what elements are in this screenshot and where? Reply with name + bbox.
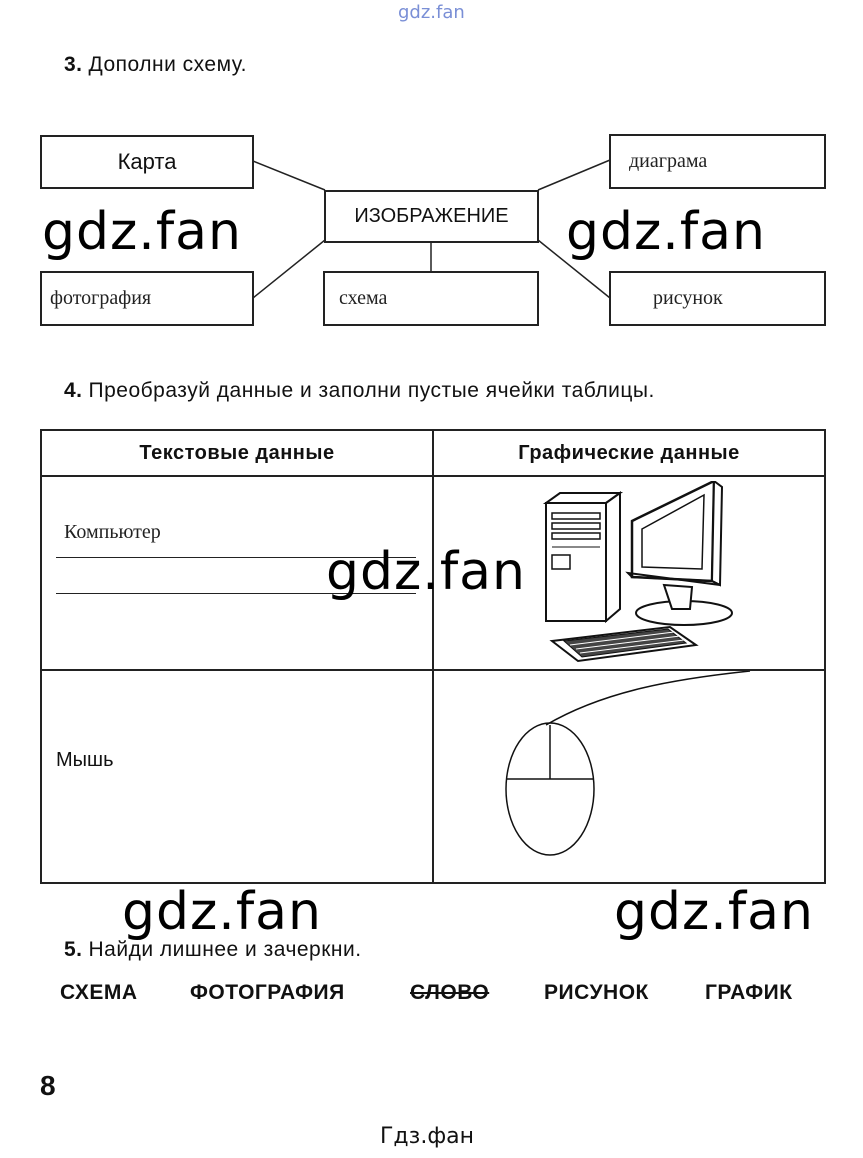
scheme-box-top-left [40,135,254,189]
scheme-box-top-right-label: диаграма [629,150,708,172]
watermark-left-1: gdz.fan [42,202,242,262]
mouse-word: Мышь [56,749,114,771]
word-graph: ГРАФИК [705,981,793,1004]
scheme-box-bottom-middle [323,271,539,326]
task5-title [64,938,362,962]
mouse-icon [434,671,826,883]
word-drawing: РИСУНОК [544,981,649,1004]
task4-number: 4. [64,379,83,402]
word-word-crossed: СЛОВО [410,981,490,1004]
watermark-left-2: gdz.fan [122,882,322,942]
task4-title-text: Преобразуй данные и заполни пустые ячейки таблицы. [88,379,655,402]
word-scheme: СХЕМА [60,981,138,1004]
header-text-data: Текстовые данные [41,430,433,476]
scheme-box-bottom-left-label: фотография [50,287,152,309]
footer-text: Гдз.фан [380,1124,474,1149]
word-photo: ФОТОГРАФИЯ [190,981,345,1004]
page-number: 8 [40,1070,56,1101]
watermark-right-2: gdz.fan [614,882,814,942]
cell-mouse-text [41,670,433,883]
scheme-box-bottom-right-label: рисунок [653,287,723,309]
scheme-box-top-right [609,134,826,189]
watermark-center: gdz.fan [326,542,526,602]
watermark-top: gdz.fan [398,2,465,23]
task4-title [64,379,655,403]
table-row [41,670,825,883]
task3-title-text: Дополни схему. [88,53,248,76]
computer-icon [524,481,824,665]
task5-number: 5. [64,938,83,961]
data-table [40,429,826,884]
task5-title-text: Найди лишнее и зачеркни. [88,938,362,961]
watermark-right-1: gdz.fan [566,202,766,262]
scheme-box-bottom-middle-label: схема [339,287,388,309]
scheme-box-bottom-right [609,271,826,326]
cell-mouse-image [433,670,825,883]
table-header-row [41,430,825,476]
scheme-box-bottom-left [40,271,254,326]
scheme-box-center [324,190,539,243]
task3-number: 3. [64,53,83,76]
scheme-center-label: ИЗОБРАЖЕНИЕ [354,205,509,227]
computer-word: Компьютер [64,521,161,543]
header-graphic-data: Графические данные [433,430,825,476]
scheme-box-top-left-label: Карта [117,149,177,174]
